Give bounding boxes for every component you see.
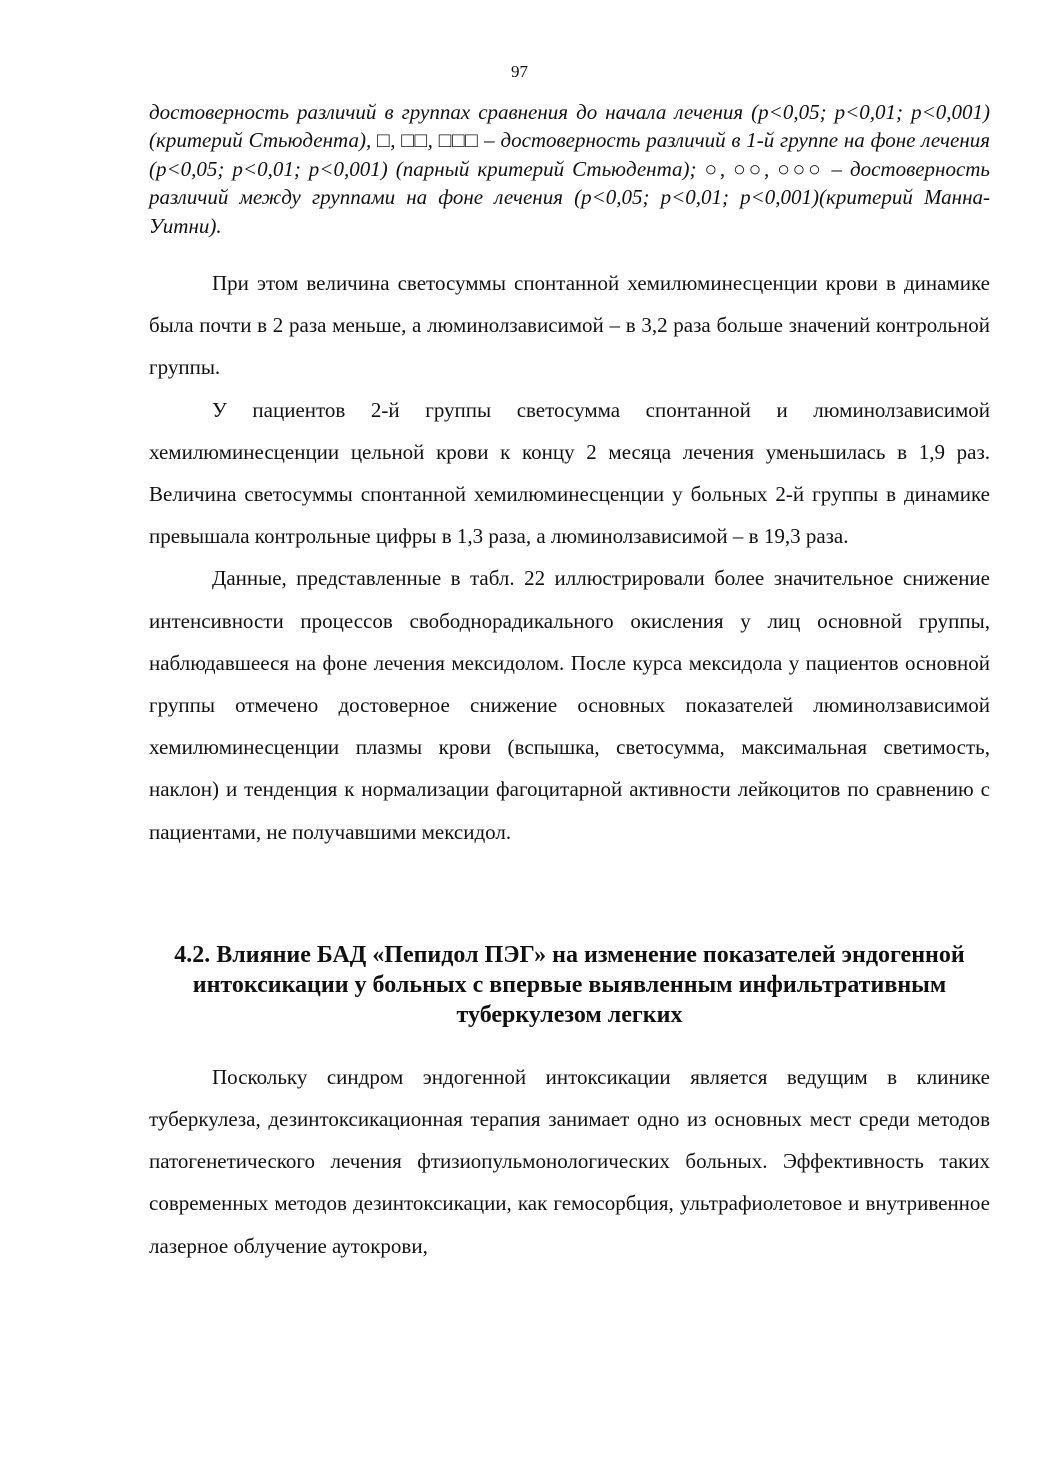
section-heading: 4.2. Влияние БАД «Пепидол ПЭГ» на изменение показателей эндогенной интоксикации у больных с впервые выявленным инфильтративным туберкулезом легких [174, 941, 965, 1028]
page-number: 97 [511, 62, 528, 81]
body-paragraph: При этом величина светосуммы спонтанной хемилюминесценции крови в динамике была почти в 2 раза меньше, а люминолзависимой – в 3,2 раза больше значений контрольной группы. [149, 271, 990, 380]
body-paragraph: Данные, представленные в табл. 22 иллюстрировали более значительное снижение интенсивности процессов свободнорадикального окисления у лиц основной группы, наблюдавшееся на фоне лечения мексидолом. После курса мексидола у пациентов основной группы отмечено достоверное снижение основных показателей люминолзависимой хемилюминесценции плазмы крови (вспышка, светосумма, максимальная светимость, наклон) и тенденция к нормализации фагоцитарной активности лейкоцитов по сравнению с пациентами, не получавшими мексидол. [149, 566, 990, 844]
body-paragraph: У пациентов 2-й группы светосумма спонтанной и люминолзависимой хемилюминесценции цельной крови к концу 2 месяца лечения уменьшилась в 1,9 раз. Величина светосуммы спонтанной хемилюминесценции у больных 2-й группы в динамике превышала контрольные цифры в 1,3 раза, а люминолзависимой – в 19,3 раза. [149, 397, 990, 549]
section-paragraph: Поскольку синдром эндогенной интоксикации является ведущим в клинике туберкулеза, дезинтоксикационная терапия занимает одно из основных мест среди методов патогенетического лечения фтизиопульмонологических больных. Эффективность таких современных методов дезинтоксикации, как гемосорбция, ультрафиолетовое и внутривенное лазерное облучение аутокрови, [149, 1064, 990, 1258]
page-content [149, 98, 990, 1267]
table-footnote: достоверность различий в группах сравнения до начала лечения (р<0,05; р<0,01; р<0,001)(критерий Стьюдента), □, □□, □□□ – достоверность различий в 1-й группе на фоне лечения (р<0,05; р<0,01; р<0,001) (парный критерий Стьюдента); ○, ○○, ○○○ – достоверность различий между группами на фоне лечения (р<0,05; р<0,01; р<0,001)(критерий Манна-Уитни). [149, 100, 990, 238]
